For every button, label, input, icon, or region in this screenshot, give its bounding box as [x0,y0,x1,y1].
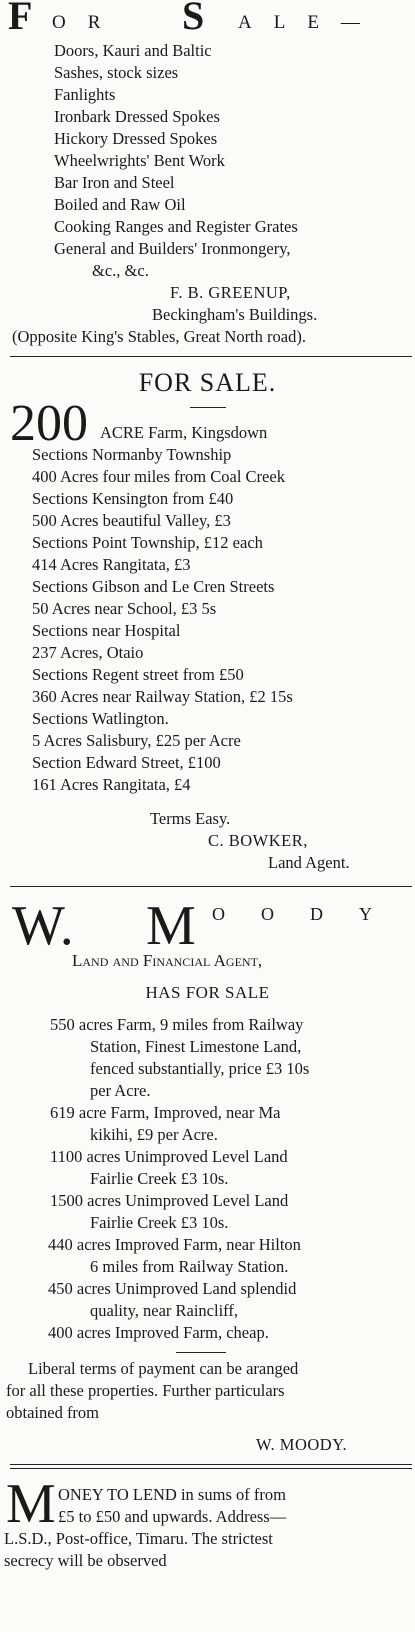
list-item: Sashes, stock sizes [54,63,179,82]
agent-subtitle: Land and Financial Agent, [72,951,263,970]
list-item: Sections Gibson and Le Cren Streets [32,577,275,596]
listing-line: 400 acres Improved Farm, cheap. [48,1323,269,1342]
list-item: 414 Acres Rangitata, £3 [32,555,191,574]
title-initial-s: S [182,0,205,38]
moody-advertisement [0,890,415,1470]
list-item: 360 Acres near Railway Station, £2 15s [32,687,293,706]
title-rest-oody: OODY [212,904,408,924]
etc-text: &c., &c. [92,261,149,280]
listing-line: kikihi, £9 per Acre. [90,1125,218,1144]
title-initial-f: F [8,0,33,38]
terms-text: Terms Easy. [150,809,231,828]
moody-signature: W. MOODY. [256,1435,348,1454]
list-item: 500 Acres beautiful Valley, £3 [32,511,231,530]
list-item: Section Edward Street, £100 [32,753,221,772]
list-item: Hickory Dressed Spokes [54,129,218,148]
advertiser-name: F. B. GREENUP, [170,283,291,302]
drop-cap-m: M [6,1473,56,1535]
list-item: Ironbark Dressed Spokes [54,107,220,126]
list-item: Sections Point Township, £12 each [32,533,263,552]
lead-number: 200 [10,395,88,452]
bowker-advertisement [0,360,415,800]
list-item: General and Builders' Ironmongery, [54,239,291,258]
list-item: Sections Normanby Township [32,445,232,464]
listing-line: 619 acre Farm, Improved, near Ma [50,1103,281,1122]
greenup-advertisement [0,0,415,370]
list-item: Cooking Ranges and Register Grates [54,217,298,236]
agent-role: Land Agent. [268,853,350,872]
short-rule [190,407,226,408]
list-item: Fanlights [54,85,116,104]
advertiser-location-note: (Opposite King's Stables, Great North road). [12,327,306,346]
list-item: Boiled and Raw Oil [54,195,186,214]
section-heading: HAS FOR SALE [145,983,270,1002]
listing-line: fenced substantially, price £3 10s [90,1059,310,1078]
footer-line: obtained from [6,1403,100,1422]
listing-line: per Acre. [90,1081,151,1100]
short-rule [176,1352,226,1353]
double-divider [10,1464,412,1469]
listing-line: 6 miles from Railway Station. [90,1257,289,1276]
notice-line-4: secrecy will be observed [4,1551,167,1570]
list-item: 5 Acres Salisbury, £25 per Acre [32,731,241,750]
title-initial-m: M [146,895,196,957]
listing-line: quality, near Raincliff, [90,1301,238,1320]
listing-line: Station, Finest Limestone Land, [90,1037,302,1056]
lead-text: ACRE Farm, Kingsdown [100,423,268,442]
advertiser-address: Beckingham's Buildings. [152,305,318,324]
list-item: Sections Watlington. [32,709,169,728]
title-rest-ale: ALE— [238,12,382,33]
notice-line-1: ONEY TO LEND in sums of from [58,1485,286,1504]
notice-line-2: £5 to £50 and upwards. Address— [58,1507,287,1526]
listing-line: 550 acres Farm, 9 miles from Railway [50,1015,304,1034]
list-item: Sections near Hospital [32,621,181,640]
list-item: 237 Acres, Otaio [32,643,144,662]
list-item: Sections Kensington from £40 [32,489,234,508]
footer-line: Liberal terms of payment can be aranged [28,1359,299,1378]
listing-line: 1100 acres Unimproved Level Land [50,1147,288,1166]
divider [10,886,412,887]
listing-line: 450 acres Unimproved Land splendid [48,1279,297,1298]
list-item: 161 Acres Rangitata, £4 [32,775,191,794]
money-to-lend-advertisement [0,1472,415,1632]
agent-name: C. BOWKER, [208,831,308,850]
list-item: 400 Acres four miles from Coal Creek [32,467,285,486]
divider [10,356,412,357]
notice-line-3: L.S.D., Post-office, Timaru. The strictest [4,1529,273,1548]
list-item: Sections Regent street from £50 [32,665,244,684]
list-item: Doors, Kauri and Baltic [54,41,212,60]
footer-line: for all these properties. Further particulars [6,1381,285,1400]
list-item: 50 Acres near School, £3 5s [32,599,217,618]
title-initial-w: W. [12,895,74,957]
listing-line: 440 acres Improved Farm, near Hilton [48,1235,301,1254]
list-item: Bar Iron and Steel [54,173,175,192]
listing-line: Fairlie Creek £3 10s. [90,1169,229,1188]
title-rest-or: OR [52,12,123,33]
ad-title: FOR SALE. [138,368,277,397]
list-item: Wheelwrights' Bent Work [54,151,225,170]
listing-line: Fairlie Creek £3 10s. [90,1213,229,1232]
listing-line: 1500 acres Unimproved Level Land [50,1191,289,1210]
